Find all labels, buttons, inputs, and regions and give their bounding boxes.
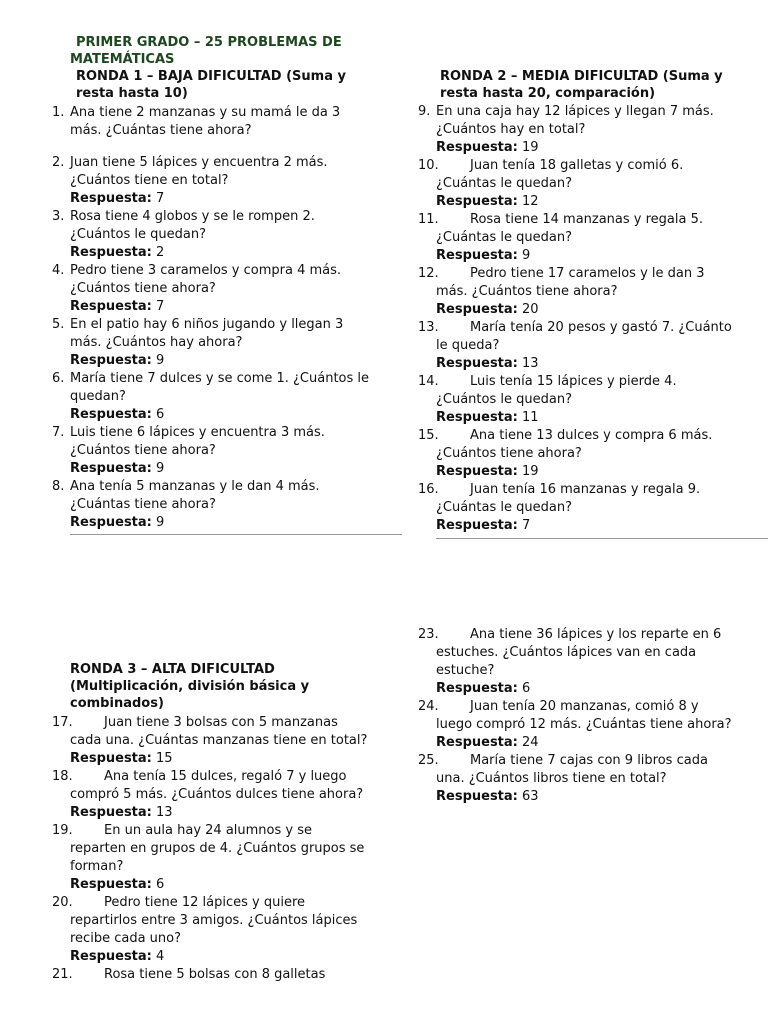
- problem-text: Juan tenía 18 galletas y comió 6. ¿Cuántas le quedan?: [436, 158, 684, 191]
- problem-number: 23.: [418, 627, 439, 642]
- problem-number: 21.: [52, 967, 73, 982]
- round-2-section: [418, 68, 736, 535]
- answer-line: [70, 298, 372, 316]
- answer-value: 7: [156, 191, 165, 206]
- title-line-2: MATEMÁTICAS: [70, 52, 175, 67]
- title-line-1: PRIMER GRADO – 25 PROBLEMAS DE: [76, 35, 342, 50]
- round-3-continued-section: [418, 626, 738, 806]
- divider-line: [436, 538, 768, 539]
- answer-label: Respuesta:: [436, 194, 518, 209]
- problem-number: 8.: [52, 479, 65, 494]
- answer-value: 9: [522, 248, 531, 263]
- answer-label: Respuesta:: [436, 789, 518, 804]
- answer-label: Respuesta:: [70, 461, 152, 476]
- round-3-section: [52, 661, 372, 984]
- answer-label: Respuesta:: [436, 248, 518, 263]
- problem-18: [52, 768, 372, 822]
- answer-line: [70, 876, 372, 894]
- problem-text: Ana tenía 5 manzanas y le dan 4 más. ¿Cuántas tiene ahora?: [70, 479, 320, 512]
- answer-line: [436, 680, 738, 698]
- problem-number: 7.: [52, 425, 65, 440]
- problem-number: 24.: [418, 699, 439, 714]
- answer-value: 20: [522, 302, 539, 317]
- problem-7: [52, 424, 372, 478]
- answer-value: 6: [156, 407, 165, 422]
- problem-19: [52, 822, 372, 894]
- problem-text: Ana tenía 15 dulces, regaló 7 y luego compró 5 más. ¿Cuántos dulces tiene ahora?: [70, 769, 364, 802]
- problem-number: 18.: [52, 769, 73, 784]
- answer-line: [70, 804, 372, 822]
- answer-label: Respuesta:: [70, 877, 152, 892]
- answer-line: [436, 734, 738, 752]
- answer-line: [436, 193, 736, 211]
- problem-text: En un aula hay 24 alumnos y se reparten en grupos de 4. ¿Cuántos grupos se forman?: [70, 823, 365, 874]
- problem-12: [418, 265, 736, 319]
- answer-label: Respuesta:: [436, 302, 518, 317]
- problem-text: Luis tiene 6 lápices y encuentra 3 más. ¿Cuántos tiene ahora?: [70, 425, 325, 458]
- problem-20: [52, 894, 372, 966]
- problem-16: [418, 481, 736, 535]
- problem-number: 12.: [418, 266, 439, 281]
- problem-number: 10.: [418, 158, 439, 173]
- problem-text: Ana tiene 2 manzanas y su mamá le da 3 más. ¿Cuántas tiene ahora?: [70, 105, 341, 138]
- problem-number: 6.: [52, 371, 65, 386]
- answer-value: 9: [156, 515, 165, 530]
- problem-text: Juan tenía 16 manzanas y regala 9. ¿Cuántas le quedan?: [436, 482, 701, 515]
- answer-line: [436, 409, 736, 427]
- problem-text: María tiene 7 dulces y se come 1. ¿Cuántos le quedan?: [70, 371, 370, 404]
- answer-label: Respuesta:: [70, 949, 152, 964]
- problem-number: 14.: [418, 374, 439, 389]
- problem-9: [418, 103, 736, 157]
- answer-value: 13: [156, 805, 173, 820]
- answer-value: 9: [156, 353, 165, 368]
- problem-text: María tenía 20 pesos y gastó 7. ¿Cuánto le queda?: [436, 320, 732, 353]
- answer-label: Respuesta:: [436, 140, 518, 155]
- problem-text: Rosa tiene 14 manzanas y regala 5. ¿Cuántas le quedan?: [436, 212, 704, 245]
- answer-label: Respuesta:: [70, 245, 152, 260]
- answer-label: Respuesta:: [436, 735, 518, 750]
- problem-number: 11.: [418, 212, 439, 227]
- problem-text: María tiene 7 cajas con 9 libros cada una. ¿Cuántos libros tiene en total?: [436, 753, 708, 786]
- problem-number: 5.: [52, 317, 65, 332]
- document-title: [70, 34, 370, 68]
- answer-value: 4: [156, 949, 165, 964]
- answer-label: Respuesta:: [70, 353, 152, 368]
- round-2-heading: RONDA 2 – MEDIA DIFICULTAD (Suma y resta hasta 20, comparación): [440, 69, 723, 101]
- answer-value: 19: [522, 464, 539, 479]
- answer-label: Respuesta:: [70, 407, 152, 422]
- answer-label: Respuesta:: [70, 515, 152, 530]
- problem-1: [52, 104, 372, 140]
- answer-value: 6: [522, 681, 531, 696]
- answer-line: [436, 247, 736, 265]
- answer-line: [436, 139, 736, 157]
- problem-number: 4.: [52, 263, 65, 278]
- answer-line: [436, 301, 736, 319]
- problem-text: Rosa tiene 4 globos y se le rompen 2. ¿Cuántos le quedan?: [70, 209, 315, 242]
- problem-text: Juan tiene 3 bolsas con 5 manzanas cada una. ¿Cuántas manzanas tiene en total?: [70, 715, 368, 748]
- problem-text: En el patio hay 6 niños jugando y llegan 3 más. ¿Cuántos hay ahora?: [70, 317, 344, 350]
- answer-value: 24: [522, 735, 539, 750]
- divider-line: [70, 534, 402, 535]
- answer-line: [436, 355, 736, 373]
- problem-number: 17.: [52, 715, 73, 730]
- problem-21: [52, 966, 372, 984]
- problem-4: [52, 262, 372, 316]
- answer-label: Respuesta:: [70, 751, 152, 766]
- problem-number: 3.: [52, 209, 65, 224]
- problem-11: [418, 211, 736, 265]
- problem-number: 2.: [52, 155, 65, 170]
- answer-line: [70, 514, 372, 532]
- answer-line: [436, 788, 738, 806]
- answer-line: [70, 948, 372, 966]
- answer-value: 13: [522, 356, 539, 371]
- problem-text: Pedro tiene 3 caramelos y compra 4 más. ¿Cuántos tiene ahora?: [70, 263, 342, 296]
- problem-number: 1.: [52, 105, 65, 120]
- answer-line: [436, 463, 736, 481]
- problem-number: 25.: [418, 753, 439, 768]
- round-1-section: [52, 68, 372, 532]
- answer-line: [436, 517, 736, 535]
- round-3-heading: RONDA 3 – ALTA DIFICULTAD (Multiplicación, división básica y combinados): [70, 662, 310, 711]
- answer-line: [70, 190, 372, 208]
- answer-value: 63: [522, 789, 539, 804]
- answer-label: Respuesta:: [436, 518, 518, 533]
- problem-13: [418, 319, 736, 373]
- answer-line: [70, 406, 372, 424]
- answer-value: 6: [156, 877, 165, 892]
- answer-value: 2: [156, 245, 165, 260]
- problem-number: 9.: [418, 104, 431, 119]
- answer-value: 19: [522, 140, 539, 155]
- problem-text: Luis tenía 15 lápices y pierde 4. ¿Cuántos le quedan?: [436, 374, 677, 407]
- problem-number: 20.: [52, 895, 73, 910]
- answer-value: 9: [156, 461, 165, 476]
- answer-value: 7: [156, 299, 165, 314]
- problem-text: Juan tiene 5 lápices y encuentra 2 más. ¿Cuántos tiene en total?: [70, 155, 328, 188]
- problem-15: [418, 427, 736, 481]
- answer-value: 7: [522, 518, 531, 533]
- problem-6: [52, 370, 372, 424]
- problem-text: Juan tenía 20 manzanas, comió 8 y luego compró 12 más. ¿Cuántas tiene ahora?: [436, 699, 732, 732]
- round-1-heading: RONDA 1 – BAJA DIFICULTAD (Suma y resta hasta 10): [76, 69, 346, 101]
- answer-value: 11: [522, 410, 539, 425]
- answer-line: [70, 244, 372, 262]
- answer-label: Respuesta:: [436, 356, 518, 371]
- answer-label: Respuesta:: [70, 299, 152, 314]
- problem-text: Pedro tiene 12 lápices y quiere repartirlos entre 3 amigos. ¿Cuántos lápices recibe cada uno?: [70, 895, 358, 946]
- problem-text: En una caja hay 12 lápices y llegan 7 más. ¿Cuántos hay en total?: [436, 104, 714, 137]
- answer-label: Respuesta:: [436, 464, 518, 479]
- problem-25: [418, 752, 738, 806]
- problem-2: [52, 154, 372, 208]
- problem-24: [418, 698, 738, 752]
- answer-line: [70, 352, 372, 370]
- answer-label: Respuesta:: [70, 805, 152, 820]
- problem-23: [418, 626, 738, 698]
- answer-line: [70, 750, 372, 768]
- answer-label: Respuesta:: [436, 681, 518, 696]
- problem-17: [52, 714, 372, 768]
- problem-number: 19.: [52, 823, 73, 838]
- problem-number: 15.: [418, 428, 439, 443]
- problem-number: 16.: [418, 482, 439, 497]
- problem-3: [52, 208, 372, 262]
- problem-text: Ana tiene 36 lápices y los reparte en 6 estuches. ¿Cuántos lápices van en cada estuche?: [436, 627, 722, 678]
- answer-label: Respuesta:: [436, 410, 518, 425]
- answer-label: Respuesta:: [70, 191, 152, 206]
- problem-8: [52, 478, 372, 532]
- problem-5: [52, 316, 372, 370]
- answer-value: 12: [522, 194, 539, 209]
- problem-text: Rosa tiene 5 bolsas con 8 galletas: [104, 967, 326, 982]
- problem-text: Pedro tiene 17 caramelos y le dan 3 más. ¿Cuántos tiene ahora?: [436, 266, 705, 299]
- answer-value: 15: [156, 751, 173, 766]
- problem-number: 13.: [418, 320, 439, 335]
- answer-line: [70, 460, 372, 478]
- problem-text: Ana tiene 13 dulces y compra 6 más. ¿Cuántos tiene ahora?: [436, 428, 713, 461]
- problem-14: [418, 373, 736, 427]
- problem-10: [418, 157, 736, 211]
